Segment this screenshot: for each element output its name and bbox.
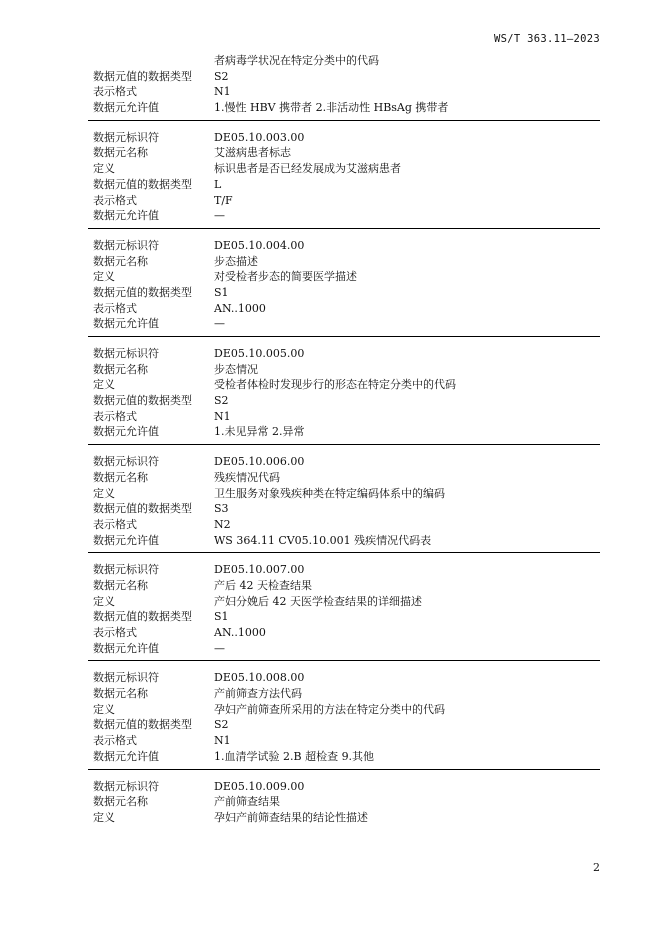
data-element-list	[88, 53, 600, 826]
entry-row: 数据元值的数据类型 S1	[93, 285, 229, 299]
data-element-block	[88, 454, 600, 553]
entry-row: 定义 孕妇产前筛查结果的结论性描述	[93, 810, 368, 824]
entry-row: 数据元标识符 DE05.10.004.00	[93, 238, 305, 252]
entry-row: 数据元名称 产后 42 天检查结果	[93, 578, 312, 592]
entry-row: 数据元名称 产前筛查方法代码	[93, 687, 302, 701]
data-element-block	[88, 779, 600, 826]
entry-row: 表示格式 T/F	[93, 193, 233, 207]
entry-row: 定义 孕妇产前筛查所采用的方法在特定分类中的代码	[93, 702, 445, 716]
entry-row: 数据元名称 残疾情况代码	[93, 470, 280, 484]
entry-row: 数据元允许值 WS 364.11 CV05.10.001 残疾情况代码表	[93, 533, 432, 547]
entry-row: 表示格式 N1	[93, 409, 231, 423]
entry-row: 数据元名称 产前筛查结果	[93, 795, 280, 809]
entry-row: 表示格式 AN..1000	[93, 301, 266, 315]
entry-row: 数据元允许值 —	[93, 317, 225, 331]
data-element-block	[88, 238, 600, 337]
entry-row: 数据元值的数据类型 S3	[93, 502, 229, 516]
data-element-block	[88, 562, 600, 661]
entry-row: 数据元名称 艾滋病患者标志	[93, 146, 291, 160]
entry-row: 定义 标识患者是否已经发展成为艾滋病患者	[93, 162, 401, 176]
entry-row: 数据元标识符 DE05.10.007.00	[93, 563, 305, 577]
document-code: WS/T 363.11—2023	[494, 33, 600, 45]
entry-row: 数据元允许值 1.血清学试验 2.B 超检查 9.其他	[93, 749, 375, 763]
entry-row: 表示格式 N2	[93, 517, 231, 531]
continued-block	[88, 53, 600, 121]
entry-row: 数据元值的数据类型 S1	[93, 610, 229, 624]
entry-row: 数据元名称 步态情况	[93, 362, 258, 376]
data-element-block	[88, 670, 600, 769]
data-element-block	[88, 130, 600, 229]
entry-row: 数据元标识符 DE05.10.005.00	[93, 347, 305, 360]
entry-row: 数据元允许值 1.慢性 HBV 携带者 2.非活动性 HBsAg 携带者	[93, 101, 449, 115]
entry-row: 表示格式 AN..1000	[93, 626, 266, 639]
entry-row: 定义 卫生服务对象残疾种类在特定编码体系中的编码	[93, 486, 445, 500]
entry-row: 数据元允许值 —	[93, 209, 225, 223]
entry-row: 数据元值的数据类型 L	[93, 177, 222, 191]
entry-row: 数据元值的数据类型 S2	[93, 718, 229, 732]
entry-row: 数据元标识符 DE05.10.008.00	[93, 671, 305, 685]
entry-row: 数据元标识符 DE05.10.006.00	[93, 455, 305, 469]
page-number: 2	[593, 861, 600, 874]
entry-row: 表示格式 N1	[93, 85, 231, 99]
entry-row: 数据元名称 步态描述	[93, 254, 258, 268]
entry-row: 定义 受检者体检时发现步行的形态在特定分类中的代码	[93, 378, 456, 392]
entry-row: 数据元值的数据类型 S2	[93, 394, 229, 408]
entry-row: 定义 产妇分娩后 42 天医学检查结果的详细描述	[93, 594, 422, 608]
entry-row: 数据元允许值 —	[93, 641, 225, 655]
definition-continuation: 者病毒学状况在特定分类中的代码	[214, 54, 379, 67]
entry-row: 定义 对受检者步态的简要医学描述	[93, 270, 357, 284]
data-element-block	[88, 346, 600, 445]
entry-row: 数据元标识符 DE05.10.003.00	[93, 130, 305, 144]
entry-row: 表示格式 N1	[93, 734, 231, 748]
entry-row: 数据元标识符 DE05.10.009.00	[93, 779, 305, 793]
entry-row: 数据元允许值 1.未见异常 2.异常	[93, 425, 305, 439]
entry-row: 数据元值的数据类型 S2	[93, 69, 229, 83]
